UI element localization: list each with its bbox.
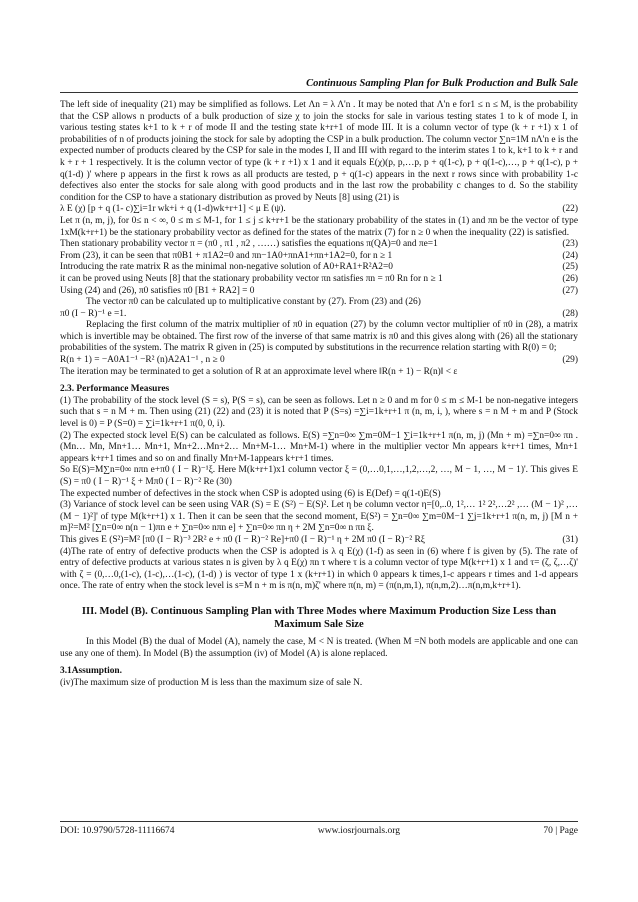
paragraph: Let π (n, m, j), for 0≤ n < ∞, 0 ≤ m ≤ M-1, for 1 ≤ j ≤ k+r+1 be the stationary probability of the states in (1) and πn be the vector of type 1xM(k+r+1) be the stationary probability vector as defined for the states of the matrix (7) for n ≥ 0 when the inequality (22) is satisfied.: [60, 215, 578, 238]
equation-number: (26): [562, 273, 578, 284]
equation-number: (27): [562, 285, 578, 296]
doi-text: DOI: 10.9790/5728-11116674: [60, 826, 175, 836]
paragraph: The expected number of defectives in the stock when CSP is adopted using (6) is E(Def) = q(1-t)E(S): [60, 488, 441, 499]
equation-24: [60, 251, 578, 263]
paragraph: The vector π0 can be calculated up to multiplicative constant by (27). From (23) and (26): [86, 297, 421, 308]
equation-number: (23): [562, 239, 578, 250]
paragraph: Replacing the first column of the matrix multiplier of π0 in equation (27) by the column vector multiplier of π0 in (28), a matrix which is invertible may be obtained. The first row of the inverse of that same matrix is π0 and this gives along with (26) all the stationary probabilities of the system. The matrix R given in (25) is computed by substitutions in the recurrence relation starting with R(0) = 0;: [60, 320, 578, 354]
equation-31: [60, 535, 578, 547]
paragraph: (1) The probability of the stock level (S = s), P(S = s), can be seen as follows. Let n ≥ 0 and m for 0 ≤ m ≤ M-1 be non-negative integers such that s = n M + m. Then using (21) (22) and (23) it is noted that P (S=s) =∑i=1k+r+1 π (n, m, i, ), where s = n M + m and P (Stock level is 0) = P (S=0) = ∑i=1k+r+1 π(0, 0, i).: [60, 395, 578, 430]
equation-22: [60, 204, 578, 216]
paragraph: (iv)The maximum size of production M is less than the maximum size of sale N.: [60, 677, 363, 688]
subsection-heading: 2.3. Performance Measures: [60, 384, 170, 395]
equation-text: Using (24) and (26), π0 satisfies π0 [B1 + RA2] = 0: [60, 285, 255, 296]
equation-text: λ E (χ) [p + q (1- c)∑i=1r wk+i + q (1-d)wk+r+1] < μ E (ψ).: [60, 204, 286, 215]
equation-26: [60, 274, 578, 286]
paragraph: So E(S)=M∑n=0∞ nπn e+π0 ( I − R)⁻¹ξ. Here M(k+r+1)x1 column vector ξ = (0,…0,1,…,1,2,…,2, …, M − 1, …, M − 1)'. This gives E (S) = π0 ( I − R)⁻¹ ξ + Mπ0 ( I − R)⁻² Re (30): [60, 465, 578, 487]
running-header: Continuous Sampling Plan for Bulk Production and Bulk Sale: [306, 78, 578, 89]
equation-number: (24): [562, 250, 578, 261]
equation-text: From (23), it can be seen that π0B1 + π1A2=0 and πn−1A0+πnA1+πn+1A2=0, for n ≥ 1: [60, 250, 393, 261]
equation-28: [60, 309, 578, 321]
paragraph: The iteration may be terminated to get a solution of R at an approximate level where ‖R(n + 1) − R(n)‖ < ε: [60, 366, 458, 377]
page-number: 70 | Page: [543, 826, 578, 836]
equation-number: (31): [562, 534, 578, 545]
equation-number: (28): [562, 308, 578, 319]
footer-divider: [60, 821, 578, 822]
equation-number: (25): [562, 262, 578, 273]
header-divider: [60, 92, 578, 93]
section-heading: III. Model (B). Continuous Sampling Plan with Three Modes where Maximum Production Size Less than Maximum Sale Size: [81, 605, 557, 630]
paragraph: In this Model (B) the dual of Model (A), namely the case, M < N is treated. (When M =N both models are applicable and one can use any one of them). In Model (B) the assumption (iv) of Model (A) is alone replaced.: [60, 636, 578, 659]
article-body: [60, 100, 578, 689]
subsection-heading: 3.1Assumption.: [60, 666, 122, 677]
paragraph: The left side of inequality (21) may be simplified as follows. Let Λn = λ Λ'n . It may be noted that Λ'n e for1 ≤ n ≤ M, is the probability that the CSP allows n products of a bulk production of size χ to join the stocks for sale in various testing states 1 to k of mode I, in various testing states k+1 to k + r of mode II and the testing state k+r+1 of mode III. It is a column vector of type (k + r +1) x 1 of probabilities of n of products joining the stock for sale by adopting the CSP in a bulk production. The column vector ∑n=1M nΛ'n e is the expected number of products cleared by the CSP for sale in the modes I, II and III with regard to the interim states 1 to k, k+1 to k + r and k + r + 1 respectively. It is the column vector of type (k + r +1) x 1 and it equals E(χ)(p, p,…p, p + q(1-c), p + q(1-c),…, p + q(1-c), p + q(1-d) )' where p appears in the first k rows as all products are tested, p + q(1-c) appears in the next r rows since with probability 1-c defectives also enter the stocks for sale along with good products and in the last row the probability c changes to d. So the stability condition for the CSP to have a stationary distribution as proved by Neuts [8] using (21) is: [60, 100, 578, 203]
equation-text: it can be proved using Neuts [8] that the stationary probability vector πn satisfies πn = π0 Rn for n ≥ 1: [60, 273, 443, 284]
equation-number: (22): [562, 204, 578, 215]
page-footer: [60, 826, 578, 836]
equation-text: This gives E (S²)=M² [π0 (I − R)⁻³ 2R² e + π0 (I − R)⁻² Re]+π0 (I − R)⁻¹ η + 2M π0 (I − R)⁻² Rξ: [60, 534, 425, 545]
paragraph: (2) The expected stock level E(S) can be calculated as follows. E(S) =∑n=0∞ ∑m=0M−1 ∑i=1k+r+1 π(n, m, j) (Mn + m) =∑n=0∞ πn . (Mn… Mn, Mn+1… Mn+1, Mn+2…Mn+2… Mn+M-1… Mn+M-1) where in the multiplier vector Mn appears k+r+1 times, Mn+1 appears k+r+1 times and so on and finally Mn+M-1appears k+r+1 times.: [60, 430, 578, 464]
equation-text: R(n + 1) = −A0A1⁻¹ −R² (n)A2A1⁻¹ , n ≥ 0: [60, 355, 225, 366]
equation-29: [60, 355, 578, 367]
journal-website-link[interactable]: www.iosrjournals.org: [317, 826, 400, 836]
equation-27: [60, 286, 578, 298]
equation-23: [60, 239, 578, 251]
equation-text: Then stationary probability vector π = (π0 , π1 , π2 , ……) satisfies the equations π(QA)=0 and πe=1: [60, 239, 438, 250]
equation-number: (29): [562, 355, 578, 366]
equation-text: π0 (I − R)⁻¹ e =1.: [60, 308, 127, 319]
equation-text: Introducing the rate matrix R as the minimal non-negative solution of A0+RA1+R²A2=0: [60, 262, 393, 273]
paragraph: (4)The rate of entry of defective products when the CSP is adopted is λ q E(χ) (1-f) as seen in (6) where f is given by (5). The rate of entry of defective products at various states n is given by λ q E(χ) πn τ where τ is a column vector of type M(k+r+1) x 1 and τ= (ζ, ζ,…ζ)' with ζ = (0,…0,(1-c), (1-c),…(1-c), (1-d) ) is vector of type 1 x (k+r+1) in which 0 appears k times,1-c appears r times and 1-d appears once. The rate of entry when the stock level is s=M n + m is π(n, m)ζ' where π(n, m) = (π(n,m,1), π(n,m,2)…π(n,m,k+r+1).: [60, 546, 578, 592]
paragraph: (3) Variance of stock level can be seen using VAR (S) = E (S²) − E(S)². Let η be column vector η=[0,..0, 1²,… 1² 2²,…2² ,… (M − 1)² ,… (M − 1)²]' of type M(k+r+1) x 1. Then it can be seen that the second moment, E(S²) = ∑n=0∞ ∑m=0M−1 ∑j=1k+r+1 π(n, m, j) [M n + m]²=M² [∑n=0∞ n(n − 1)πn e + ∑n=0∞ nπn e] + ∑n=0∞ πn η + 2M ∑n=0∞ n πn ξ.: [60, 500, 578, 534]
equation-25: [60, 262, 578, 274]
